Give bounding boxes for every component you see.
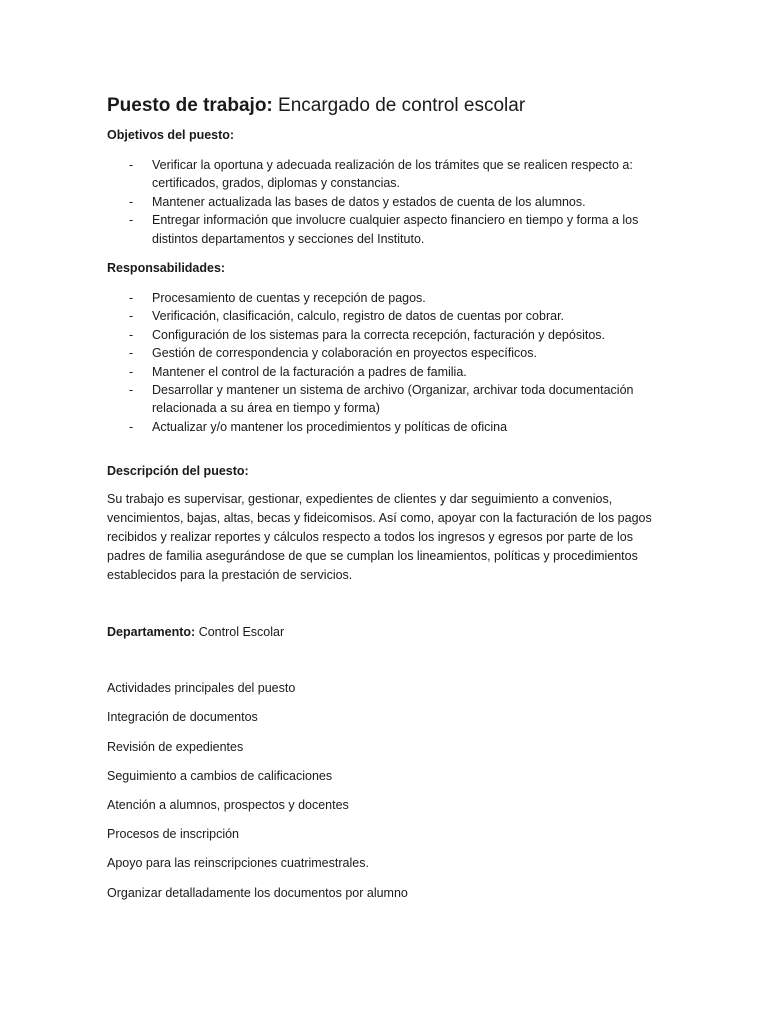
list-dash: -: [129, 158, 134, 172]
actividad-item: Procesos de inscripción: [107, 827, 240, 842]
list-item: [107, 307, 667, 325]
page-title: [107, 94, 667, 117]
objetivos-heading: Objetivos del puesto:: [107, 128, 235, 142]
list-item: [107, 344, 667, 362]
title-value: Encargado de control escolar: [272, 95, 526, 116]
actividad-item: Revisión de expedientes: [107, 739, 244, 754]
list-item: [107, 156, 667, 193]
list-item-text: Configuración de los sistemas para la correcta recepción, facturación y depósitos.: [152, 327, 606, 342]
actividad-item: Atención a alumnos, prospectos y docentes: [107, 798, 349, 813]
actividades-list: [107, 680, 667, 914]
list-dash: -: [129, 419, 134, 434]
list-item-text: Verificación, clasificación, calculo, registro de datos de cuentas por cobrar.: [152, 309, 565, 324]
list-item: [107, 381, 667, 418]
list-item-text: Verificar la oportuna y adecuada realización de los trámites que se realicen respecto a: certificados, grados, diplomas y constancias.: [152, 158, 633, 191]
descripcion-paragraph: Su trabajo es supervisar, gestionar, expedientes de clientes y dar seguimiento a convenios, vencimientos, bajas, altas, becas y fideicomisos. Así como, apoyar con la facturación de los pagos recibidos y realizar reportes y cálculos respecto a todos los ingresos y egresos por parte de los padres de familia asegurándose de que se cumplan los lineamientos, políticas y procedimientos establecidos para la prestación de servicios.: [107, 492, 652, 583]
list-item-text: Gestión de correspondencia y colaboración en proyectos específicos.: [152, 346, 537, 361]
list-dash: -: [129, 383, 134, 398]
list-item-text: Desarrollar y mantener un sistema de archivo (Organizar, archivar toda documentación relacionada a su área en tiempo y forma): [152, 383, 634, 416]
document-page: [107, 94, 667, 914]
list-item: [107, 363, 667, 381]
list-dash: -: [129, 194, 134, 209]
list-item: [107, 211, 667, 248]
list-item-text: Mantener actualizada las bases de datos y estados de cuenta de los alumnos.: [152, 194, 586, 209]
list-item: [107, 326, 667, 344]
departamento-value: Control Escolar: [195, 625, 285, 640]
responsabilidades-heading: Responsabilidades:: [107, 261, 226, 276]
actividad-item: Seguimiento a cambios de calificaciones: [107, 768, 333, 783]
list-dash: -: [129, 346, 134, 361]
list-dash: -: [129, 309, 134, 324]
list-item: [107, 418, 667, 436]
list-item: [107, 193, 667, 211]
title-label: Puesto de trabajo:: [107, 95, 273, 116]
list-item-text: Actualizar y/o mantener los procedimientos y políticas de oficina: [152, 419, 508, 434]
list-dash: -: [129, 364, 134, 379]
responsabilidades-list: [107, 289, 667, 436]
list-item-text: Entregar información que involucre cualquier aspecto financiero en tiempo y forma a los distintos departamentos y secciones del Instituto.: [152, 213, 639, 246]
actividad-item: Integración de documentos: [107, 710, 258, 725]
actividad-item: Organizar detalladamente los documentos por alumno: [107, 885, 408, 900]
actividad-item: Actividades principales del puesto: [107, 681, 296, 696]
departamento-line: [107, 624, 667, 640]
list-item-text: Mantener el control de la facturación a padres de familia.: [152, 364, 467, 379]
departamento-label: Departamento:: [107, 625, 196, 640]
list-item: [107, 289, 667, 307]
list-dash: -: [129, 291, 134, 306]
list-dash: -: [129, 213, 134, 228]
actividad-item: Apoyo para las reinscripciones cuatrimestrales.: [107, 856, 369, 871]
descripcion-heading: Descripción del puesto:: [107, 464, 249, 479]
list-dash: -: [129, 327, 134, 342]
objetivos-list: [107, 156, 667, 248]
list-item-text: Procesamiento de cuentas y recepción de pagos.: [152, 291, 426, 306]
